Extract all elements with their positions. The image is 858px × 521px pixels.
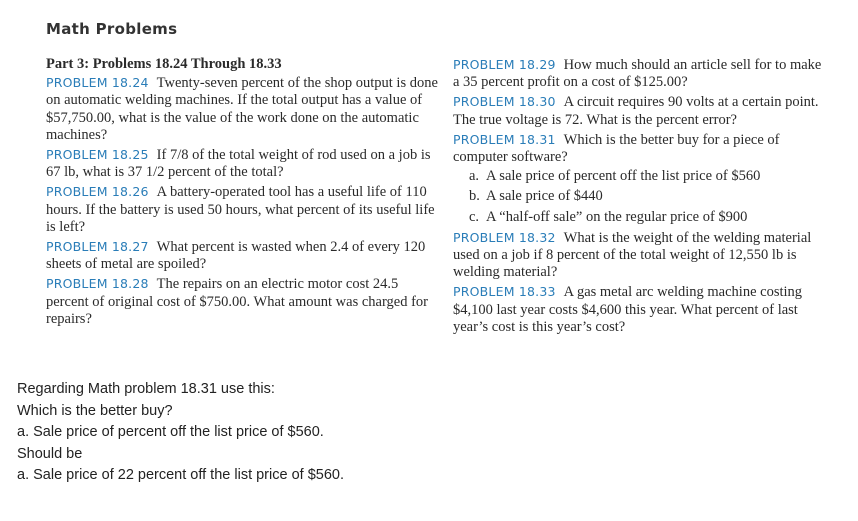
problem-text: Which is the better buy for a piece of computer software? bbox=[453, 131, 780, 166]
problem-text: How much should an article sell for to make a 35 percent profit on a cost of $125.00? bbox=[453, 57, 822, 91]
problem-18-27 bbox=[46, 238, 438, 273]
problem-number: PROBLEM 18.33 bbox=[453, 284, 556, 300]
note-line: Regarding Math problem 18.31 use this: bbox=[17, 381, 275, 397]
problem-number: PROBLEM 18.24 bbox=[46, 75, 149, 91]
note-line: Which is the better buy? bbox=[17, 402, 173, 419]
choice-label: b. bbox=[469, 188, 480, 205]
choice-text: A “half-off sale” on the regular price of $900 bbox=[486, 208, 748, 225]
choice-list bbox=[469, 168, 831, 226]
problem-18-24 bbox=[46, 74, 438, 144]
problem-number: PROBLEM 18.28 bbox=[46, 276, 149, 292]
problem-18-33 bbox=[453, 283, 831, 336]
note-line: a. Sale price of percent off the list price of $560. bbox=[17, 424, 324, 440]
problem-number: PROBLEM 18.26 bbox=[46, 184, 149, 200]
choice-item bbox=[469, 209, 831, 226]
problem-number: PROBLEM 18.31 bbox=[453, 131, 556, 147]
problem-text: A circuit requires 90 volts at a certain point. The true voltage is 72. What is the percent error? bbox=[453, 94, 819, 128]
problem-number: PROBLEM 18.30 bbox=[453, 94, 556, 110]
problem-18-30 bbox=[453, 93, 831, 128]
correction-note bbox=[17, 379, 344, 487]
choice-text: A sale price of $440 bbox=[486, 188, 603, 205]
problem-number: PROBLEM 18.29 bbox=[453, 57, 556, 72]
problem-18-25 bbox=[46, 146, 438, 181]
left-column bbox=[46, 56, 438, 330]
choice-text: A sale price of percent off the list price of $560 bbox=[486, 168, 761, 185]
problem-18-31 bbox=[453, 131, 831, 166]
problem-number: PROBLEM 18.27 bbox=[46, 239, 149, 255]
problem-text: What is the weight of the welding material used on a job if 8 percent of the total weight of 12,550 lb is welding material? bbox=[453, 229, 812, 281]
choice-item bbox=[469, 188, 831, 205]
choice-label: a. bbox=[469, 168, 480, 185]
problem-18-26 bbox=[46, 183, 438, 236]
problem-number: PROBLEM 18.25 bbox=[46, 147, 149, 163]
part-heading: Part 3: Problems 18.24 Through 18.33 bbox=[46, 56, 282, 72]
problem-text: Twenty-seven percent of the shop output is done on automatic welding machines. If the total output has a value of $57,750.00, what is the value of the work done on the automatic machines? bbox=[46, 75, 438, 143]
note-line: a. Sale price of 22 percent off the list price of $560. bbox=[17, 467, 344, 483]
problem-18-29 bbox=[453, 56, 831, 91]
choice-item bbox=[469, 168, 831, 185]
problem-text: A battery-operated tool has a useful life of 110 hours. If the battery is used 50 hours, what percent of its useful life is left? bbox=[46, 184, 435, 235]
page-title: Math Problems bbox=[46, 20, 178, 38]
problem-18-28 bbox=[46, 275, 438, 328]
problem-text: A gas metal arc welding machine costing $4,100 last year costs $4,600 this year. What percent of last year’s cost is this year’s cost? bbox=[453, 284, 803, 335]
problem-text: The repairs on an electric motor cost 24.5 percent of original cost of $750.00. What amount was charged for repairs? bbox=[46, 276, 428, 327]
problem-text: What percent is wasted when 2.4 of every 120 sheets of metal are spoiled? bbox=[46, 239, 426, 273]
problem-text: If 7/8 of the total weight of rod used on a job is 67 lb, what is 37 1/2 percent of the total? bbox=[46, 147, 431, 181]
right-column bbox=[453, 56, 831, 338]
problem-number: PROBLEM 18.32 bbox=[453, 229, 556, 245]
note-line: Should be bbox=[17, 445, 83, 462]
problem-18-32 bbox=[453, 229, 831, 282]
choice-label: c. bbox=[469, 208, 480, 225]
